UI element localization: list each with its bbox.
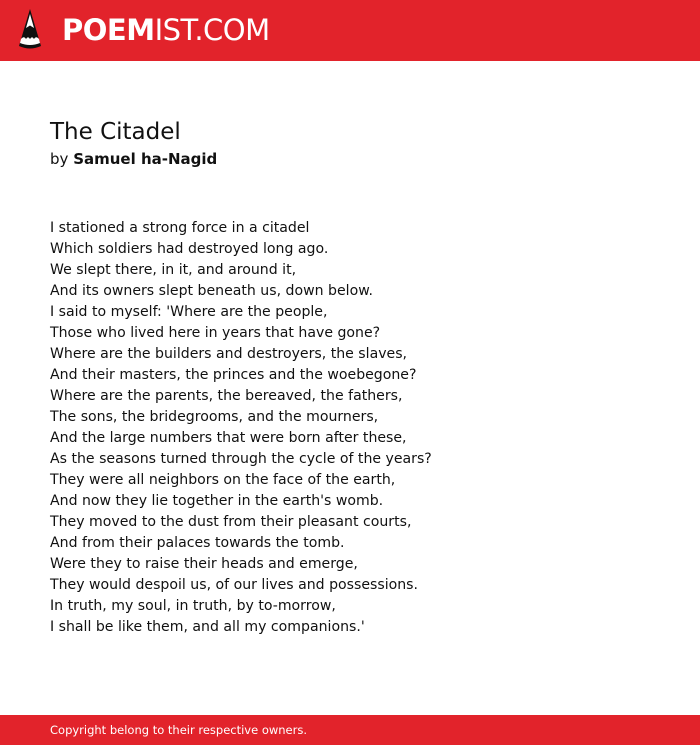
poem-line: And from their palaces towards the tomb. xyxy=(50,535,345,551)
poem-line: Which soldiers had destroyed long ago. xyxy=(50,241,329,257)
poem-line: And the large numbers that were born after these, xyxy=(50,430,407,446)
byline-prefix: by xyxy=(50,150,69,168)
poem-line: Where are the builders and destroyers, the slaves, xyxy=(50,346,408,362)
poem-title: The Citadel xyxy=(50,119,181,145)
poem-line: As the seasons turned through the cycle of the years? xyxy=(50,451,432,467)
poem-line: They moved to the dust from their pleasant courts, xyxy=(50,514,412,530)
poem-line: And now they lie together in the earth's womb. xyxy=(50,493,384,509)
site-logo-text xyxy=(62,12,270,47)
poem-line: In truth, my soul, in truth, by to-morrow, xyxy=(50,598,336,614)
poem-line: I shall be like them, and all my companions.' xyxy=(50,619,365,635)
poem-line: They would despoil us, of our lives and possessions. xyxy=(50,577,418,593)
logo-text-light: IST.COM xyxy=(154,12,270,47)
logo-text-bold: POEM xyxy=(62,12,155,47)
poem-line: We slept there, in it, and around it, xyxy=(50,262,297,278)
poem-line: Those who lived here in years that have gone? xyxy=(50,325,381,341)
site-footer xyxy=(0,715,700,745)
poem-content xyxy=(50,118,650,638)
poem-line: I stationed a strong force in a citadel xyxy=(50,220,310,236)
author-link[interactable]: Samuel ha-Nagid xyxy=(73,150,218,168)
poem-line: I said to myself: 'Where are the people, xyxy=(50,304,328,320)
poem-line: Were they to raise their heads and emerge, xyxy=(50,556,358,572)
byline xyxy=(50,149,650,169)
poem-line: The sons, the bridegrooms, and the mourners, xyxy=(50,409,379,425)
poem-line: Where are the parents, the bereaved, the fathers, xyxy=(50,388,403,404)
poem-body xyxy=(50,218,650,638)
poem-line: And their masters, the princes and the woebegone? xyxy=(50,367,417,383)
poem-line: They were all neighbors on the face of the earth, xyxy=(50,472,396,488)
pencil-tip-icon xyxy=(18,8,42,52)
poem-line: And its owners slept beneath us, down below. xyxy=(50,283,373,299)
copyright-text: Copyright belong to their respective owners. xyxy=(50,723,308,737)
site-logo-link[interactable] xyxy=(18,8,270,52)
site-header xyxy=(0,0,700,61)
